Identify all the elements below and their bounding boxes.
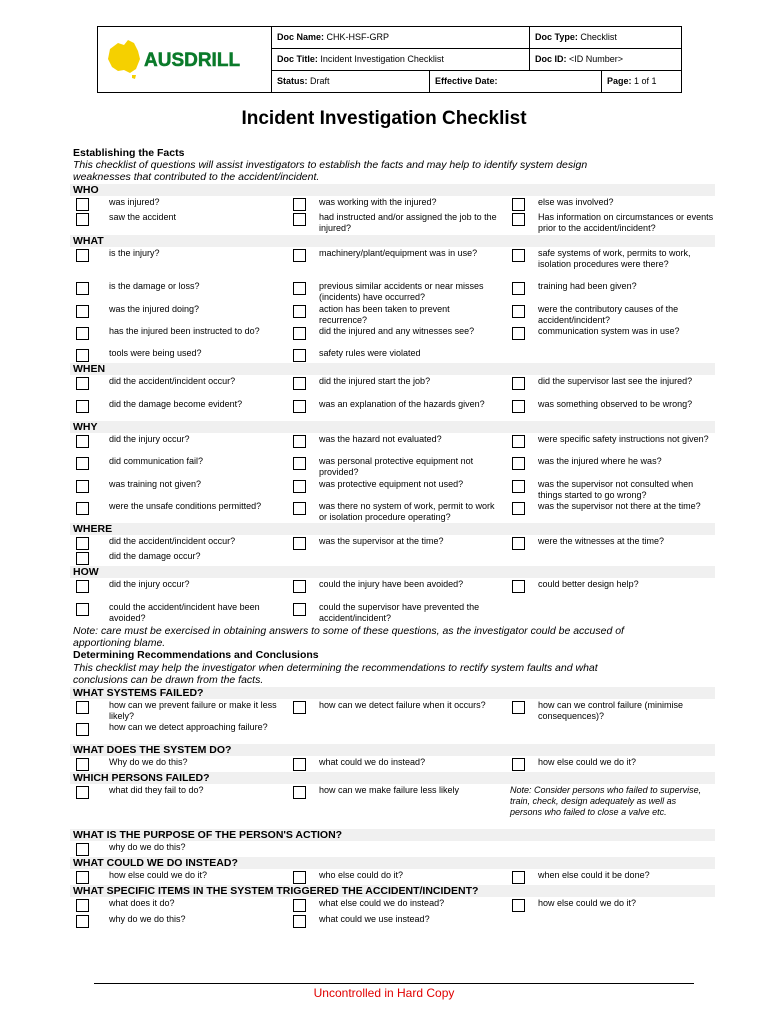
checklist-item-label: did the accident/incident occur? (109, 376, 236, 386)
checklist-item-label: how can we detect failure when it occurs? (319, 700, 486, 710)
checkbox[interactable] (293, 305, 306, 318)
checklist-item-label: did the damage become evident? (109, 399, 243, 409)
checkbox[interactable] (512, 327, 525, 340)
checkbox[interactable] (293, 915, 306, 928)
checkbox[interactable] (76, 435, 89, 448)
checklist-item-label: was the hazard not evaluated? (319, 434, 442, 444)
checklist-item-label: why do we do this? (109, 914, 186, 924)
checklist-item-label: did communication fail? (109, 456, 204, 466)
checklist-item-label: were specific safety instructions not given? (538, 434, 709, 444)
page-cell: Page: 1 of 1 (607, 76, 657, 86)
section-header-specific-items (70, 885, 715, 897)
section-title: WHAT SPECIFIC ITEMS IN THE SYSTEM TRIGGERED THE ACCIDENT/INCIDENT? (73, 885, 479, 897)
checkbox[interactable] (293, 349, 306, 362)
checkbox[interactable] (512, 213, 525, 226)
checkbox[interactable] (293, 701, 306, 714)
checklist-item-label: how can we prevent failure or make it less likely? (109, 700, 277, 721)
checklist-item-label: was something observed to be wrong? (538, 399, 693, 409)
page-value: 1 of 1 (634, 76, 657, 86)
facts-heading: Establishing the Facts (73, 147, 185, 159)
checklist-item-label: was injured? (109, 197, 160, 207)
checkbox[interactable] (76, 915, 89, 928)
checkbox[interactable] (512, 537, 525, 550)
checklist-item-label: were the contributory causes of the accident/incident? (538, 304, 679, 325)
checklist-item-label: Has information on circumstances or events prior to the accident/incident? (538, 212, 714, 233)
checklist-item-label: has the injured been instructed to do? (109, 326, 260, 336)
recs-intro-2: conclusions can be drawn from the facts. (73, 674, 264, 686)
checklist-item-label: when else could it be done? (538, 870, 650, 880)
doc-type-cell: Doc Type: Checklist (535, 32, 617, 42)
checklist-item-label: what could we do instead? (319, 757, 426, 767)
checkbox[interactable] (512, 701, 525, 714)
checklist-item-label: how else could we do it? (109, 870, 208, 880)
checkbox[interactable] (512, 249, 525, 262)
facts-intro-line-2: weaknesses that contributed to the accident/incident. (73, 171, 320, 183)
checkbox[interactable] (512, 400, 525, 413)
checkbox[interactable] (293, 580, 306, 593)
checkbox[interactable] (76, 758, 89, 771)
doc-name-cell: Doc Name: CHK-HSF-GRP (277, 32, 390, 42)
checkbox[interactable] (512, 457, 525, 470)
checkbox[interactable] (76, 580, 89, 593)
section-title: WHY (73, 421, 98, 433)
section-header-persons-failed (70, 772, 715, 784)
doc-title-cell: Doc Title: Incident Investigation Checklist (277, 54, 444, 64)
section-header-why (70, 421, 715, 433)
ausdrill-logo (104, 37, 264, 82)
checkbox[interactable] (293, 213, 306, 226)
checklist-item-label: tools were being used? (109, 348, 202, 358)
section-header-where (70, 523, 715, 535)
section-header-what (70, 235, 715, 247)
section-title: WHAT SYSTEMS FAILED? (73, 687, 204, 699)
care-note-1: Note: care must be exercised in obtaining answers to some of these questions, as the investigator could be accused of (73, 625, 624, 637)
checklist-item-label: was protective equipment not used? (319, 479, 464, 489)
company-logo (98, 27, 272, 92)
checklist-item-label: how else could we do it? (538, 757, 637, 767)
checkbox[interactable] (76, 843, 89, 856)
section-header-purpose (70, 829, 715, 841)
care-note-2: apportioning blame. (73, 637, 166, 649)
checklist-item-label: did the injury occur? (109, 434, 190, 444)
checklist-item-label: did the damage occur? (109, 551, 201, 561)
checkbox[interactable] (512, 758, 525, 771)
checklist-item-label: was training not given? (109, 479, 202, 489)
checkbox[interactable] (76, 701, 89, 714)
checkbox[interactable] (512, 435, 525, 448)
checkbox[interactable] (76, 871, 89, 884)
checkbox[interactable] (293, 899, 306, 912)
section-header-do-instead (70, 857, 715, 869)
status-cell: Status: Draft (277, 76, 330, 86)
checkbox[interactable] (512, 502, 525, 515)
checklist-item-label: why do we do this? (109, 842, 186, 852)
checklist-item-label: was there no system of work, permit to work or isolation procedure operating? (319, 501, 495, 522)
checkbox[interactable] (76, 603, 89, 616)
checklist-item-label: what does it do? (109, 898, 175, 908)
checkbox[interactable] (293, 435, 306, 448)
checkbox[interactable] (76, 377, 89, 390)
checklist-item-label: safe systems of work, permits to work, isolation procedures were there? (538, 248, 691, 269)
checkbox[interactable] (76, 899, 89, 912)
section-title: WHICH PERSONS FAILED? (73, 772, 210, 784)
checklist-item-label: did the accident/incident occur? (109, 536, 236, 546)
section-title: WHAT DOES THE SYSTEM DO? (73, 744, 232, 756)
section-header-who (70, 184, 715, 196)
checklist-item-label: did the injured start the job? (319, 376, 431, 386)
section-header-when (70, 363, 715, 375)
doc-id-value: <ID Number> (569, 54, 624, 64)
doc-type-value: Checklist (580, 32, 617, 42)
checkbox[interactable] (76, 552, 89, 565)
checkbox[interactable] (76, 305, 89, 318)
checklist-item-label: how else could we do it? (538, 898, 637, 908)
checkbox[interactable] (76, 400, 89, 413)
checkbox[interactable] (293, 327, 306, 340)
checklist-item-label: saw the accident (109, 212, 177, 222)
doc-id-cell: Doc ID: <ID Number> (535, 54, 624, 64)
checklist-item-label: was the supervisor at the time? (319, 536, 444, 546)
checkbox[interactable] (76, 349, 89, 362)
checklist-item-label: were the witnesses at the time? (538, 536, 665, 546)
section-title: WHERE (73, 523, 113, 535)
checkbox[interactable] (512, 871, 525, 884)
section-title: WHAT IS THE PURPOSE OF THE PERSON'S ACTION? (73, 829, 343, 841)
checklist-item-label: what did they fail to do? (109, 785, 204, 795)
checklist-item-label: how can we detect approaching failure? (109, 722, 268, 732)
checklist-item-label: who else could do it? (319, 870, 404, 880)
checkbox[interactable] (76, 537, 89, 550)
section-title: WHO (73, 184, 99, 196)
checkbox[interactable] (512, 899, 525, 912)
checkbox[interactable] (293, 603, 306, 616)
checklist-item-label: training had been given? (538, 281, 637, 291)
checkbox[interactable] (512, 198, 525, 211)
checkbox[interactable] (293, 377, 306, 390)
checklist-item-label: machinery/plant/equipment was in use? (319, 248, 478, 258)
checkbox[interactable] (512, 377, 525, 390)
checklist-item-label: is the injury? (109, 248, 160, 258)
checklist-item-label: did the supervisor last see the injured? (538, 376, 693, 386)
checkbox[interactable] (293, 786, 306, 799)
checkbox[interactable] (76, 213, 89, 226)
checkbox[interactable] (76, 457, 89, 470)
recs-intro-1: This checklist may help the investigator when determining the recommendations to rectify system faults and what (73, 662, 598, 674)
checklist-item-label: was personal protective equipment not provided? (319, 456, 474, 477)
checklist-item-label: was an explanation of the hazards given? (319, 399, 485, 409)
checklist-item-label: had instructed and/or assigned the job to the injured? (319, 212, 497, 233)
footer-text: Uncontrolled in Hard Copy (313, 986, 455, 1000)
checklist-item-label: was the supervisor not there at the time? (538, 501, 701, 511)
section-title: WHAT (73, 235, 104, 247)
checkbox[interactable] (76, 249, 89, 262)
doc-title-value: Incident Investigation Checklist (320, 54, 444, 64)
section-header-systems-failed (70, 687, 715, 699)
checkbox[interactable] (293, 282, 306, 295)
checklist-item-label: could the supervisor have prevented the accident/incident? (319, 602, 480, 623)
checklist-item-label: were the unsafe conditions permitted? (109, 501, 262, 511)
checkbox[interactable] (76, 198, 89, 211)
facts-intro-line-1: This checklist of questions will assist investigators to establish the facts and may help to identify system design (73, 159, 588, 171)
checklist-item-label: did the injury occur? (109, 579, 190, 589)
checkbox[interactable] (293, 758, 306, 771)
checkbox[interactable] (293, 400, 306, 413)
checklist-item-label: was the injured where he was? (538, 456, 662, 466)
checklist-item-label: else was involved? (538, 197, 614, 207)
checklist-item-label: how can we make failure less likely (319, 785, 460, 795)
footer-rule (94, 983, 694, 984)
checklist-item-label: Why do we do this? (109, 757, 188, 767)
checkbox[interactable] (512, 282, 525, 295)
checkbox[interactable] (76, 786, 89, 799)
checkbox[interactable] (76, 723, 89, 736)
checkbox[interactable] (76, 480, 89, 493)
checkbox[interactable] (76, 502, 89, 515)
doc-name-value: CHK-HSF-GRP (326, 32, 390, 42)
effective-date-cell: Effective Date: (435, 76, 498, 86)
section-title: WHAT COULD WE DO INSTEAD? (73, 857, 238, 869)
checkbox[interactable] (512, 305, 525, 318)
logo-wordmark: AUSDRILL (144, 50, 241, 71)
section-title: HOW (73, 566, 99, 578)
checkbox[interactable] (293, 249, 306, 262)
checkbox[interactable] (293, 480, 306, 493)
checkbox[interactable] (76, 327, 89, 340)
checkbox[interactable] (293, 457, 306, 470)
checklist-item-label: could better design help? (538, 579, 639, 589)
status-value: Draft (310, 76, 330, 86)
checklist-item-label: could the injury have been avoided? (319, 579, 464, 589)
checkbox[interactable] (512, 480, 525, 493)
recs-heading: Determining Recommendations and Conclusions (73, 649, 319, 661)
checklist-item-label: was the injured doing? (109, 304, 200, 314)
page-title: Incident Investigation Checklist (241, 108, 527, 129)
persons-note: Note: Consider persons who failed to supervise, train, check, design adequately as well as persons who failed to close a valve etc. (510, 785, 702, 817)
document-header (97, 26, 682, 93)
checklist-item-label: was working with the injured? (319, 197, 437, 207)
checkbox[interactable] (293, 871, 306, 884)
checklist-item-label: is the damage or loss? (109, 281, 200, 291)
checklist-item-label: what else could we do instead? (319, 898, 445, 908)
section-title: WHEN (73, 363, 106, 375)
checklist-item-label: could the accident/incident have been avoided? (109, 602, 260, 623)
checkbox[interactable] (293, 537, 306, 550)
checklist-item-label: did the injured and any witnesses see? (319, 326, 475, 336)
checkbox[interactable] (293, 198, 306, 211)
section-header-how (70, 566, 715, 578)
checklist-item-label: action has been taken to prevent recurrence? (319, 304, 450, 325)
checklist-item-label: previous similar accidents or near misses (incidents) have occurred? (319, 281, 484, 302)
checkbox[interactable] (512, 580, 525, 593)
checkbox[interactable] (293, 502, 306, 515)
section-header-system-do (70, 744, 715, 756)
checklist-item-label: communication system was in use? (538, 326, 680, 336)
checklist-item-label: was the supervisor not consulted when things started to go wrong? (538, 479, 694, 500)
checkbox[interactable] (76, 282, 89, 295)
checklist-item-label: how can we control failure (minimise consequences)? (538, 700, 684, 721)
checklist-item-label: what could we use instead? (319, 914, 430, 924)
checklist-item-label: safety rules were violated (319, 348, 421, 358)
